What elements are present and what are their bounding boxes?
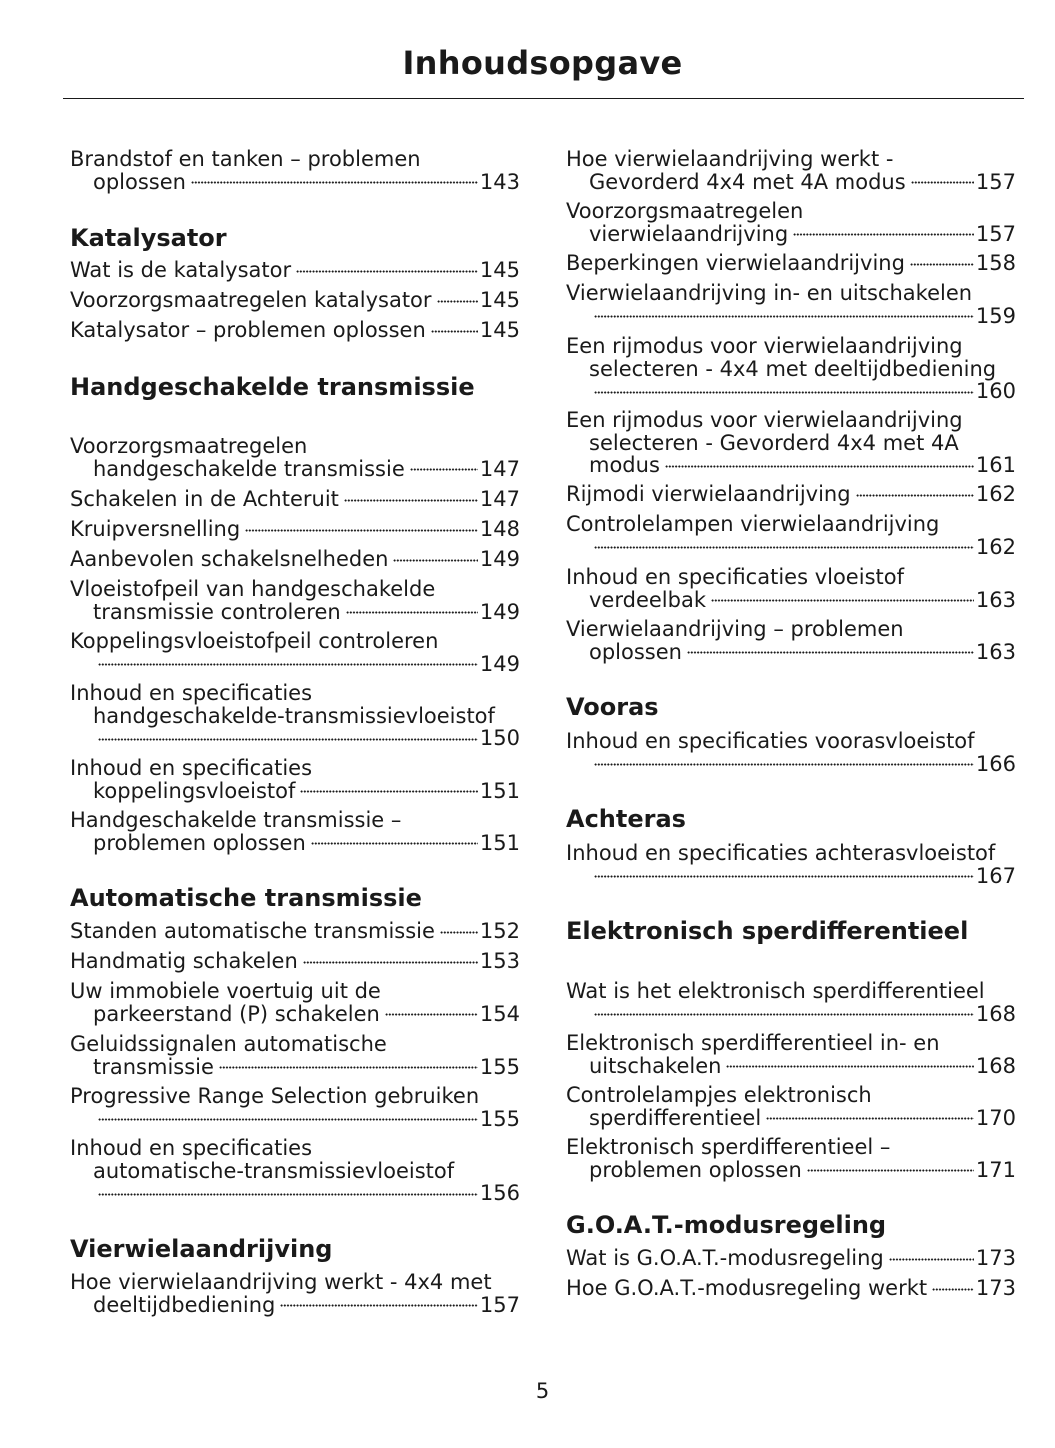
toc-page-number: 163	[975, 639, 1016, 664]
toc-entry[interactable]	[566, 1032, 1016, 1077]
dot-leader	[911, 178, 974, 189]
section-heading: Automatische transmissie	[70, 884, 422, 912]
toc-entry[interactable]	[566, 1247, 1016, 1270]
page-title: Inhoudsopgave	[402, 44, 683, 82]
toc-entry[interactable]	[70, 757, 520, 802]
dot-leader	[219, 1063, 478, 1074]
dot-leader	[98, 1189, 478, 1200]
toc-entry-text: Inhoud en specificaties vloeistof	[566, 565, 904, 589]
toc-entry[interactable]	[566, 618, 1016, 663]
toc-entry[interactable]	[70, 548, 520, 571]
toc-entry[interactable]	[70, 578, 520, 623]
toc-entry-text: Controlelampjes elektronisch	[566, 1083, 872, 1107]
toc-entry-text: Voorzorgsmaatregelen	[70, 434, 308, 458]
toc-entry-text: Wat is het elektronisch sperdifferentieel	[566, 979, 985, 1003]
title-divider	[63, 98, 1024, 99]
toc-entry-text: Aanbevolen schakelsnelheden	[70, 547, 389, 571]
toc-entry-text: Kruipversnelling	[70, 517, 241, 541]
toc-entry-text: transmissie controleren	[93, 599, 341, 624]
toc-page-number: 155	[479, 1054, 520, 1079]
toc-entry-text: Hoe G.O.A.T.-modusregeling werkt	[566, 1276, 928, 1300]
toc-page-number: 148	[479, 517, 520, 541]
dot-leader	[393, 555, 477, 566]
toc-entry[interactable]	[70, 1085, 520, 1130]
toc-entry[interactable]	[566, 483, 1016, 506]
dot-leader	[594, 872, 974, 883]
toc-entry[interactable]	[566, 200, 1016, 245]
toc-entry-text: Inhoud en specificaties	[70, 681, 313, 705]
toc-page-number: 170	[975, 1105, 1016, 1130]
toc-entry-text: Inhoud en specificaties voorasvloeistof	[566, 729, 975, 753]
toc-page-number: 157	[975, 169, 1016, 194]
section-heading: Achteras	[566, 805, 686, 833]
toc-entry-text: Een rijmodus voor vierwielaandrijving	[566, 408, 963, 432]
dot-leader	[594, 387, 974, 398]
toc-entry-text: Beperkingen vierwielaandrijving	[566, 251, 905, 275]
dot-leader	[98, 1115, 478, 1126]
dot-leader	[766, 1114, 974, 1125]
toc-entry[interactable]	[566, 730, 1016, 775]
toc-entry-text: Rijmodi vierwielaandrijving	[566, 482, 851, 506]
toc-page-number: 173	[975, 1246, 1016, 1270]
toc-entry-text: problemen oplossen	[93, 830, 306, 855]
dot-leader	[711, 596, 974, 607]
toc-page-number: 153	[479, 949, 520, 973]
toc-page-number: 168	[975, 1053, 1016, 1078]
toc-page-number: 145	[479, 318, 520, 342]
toc-entry-text: transmissie	[93, 1054, 214, 1079]
toc-entry-text: koppelingsvloeistof	[93, 778, 296, 803]
toc-entry-text: handgeschakelde-transmissievloeistof	[93, 703, 495, 728]
toc-entry-text: Progressive Range Selection gebruiken	[70, 1084, 480, 1108]
toc-entry[interactable]	[70, 319, 520, 342]
toc-entry-text: Koppelingsvloeistofpeil controleren	[70, 629, 439, 653]
toc-entry-text: Uw immobiele voertuig uit de	[70, 979, 381, 1003]
toc-entry[interactable]	[566, 980, 1016, 1025]
toc-entry-text: Wat is G.O.A.T.-modusregeling	[566, 1246, 884, 1270]
dot-leader	[440, 927, 478, 938]
section-heading: Vooras	[566, 693, 659, 721]
toc-entry[interactable]	[566, 335, 1016, 403]
toc-page-number: 149	[479, 651, 520, 676]
toc-entry[interactable]	[566, 1277, 1016, 1300]
toc-entry-text: Hoe vierwielaandrijving werkt - 4x4 met	[70, 1270, 492, 1294]
dot-leader	[594, 1010, 974, 1021]
toc-page-number: 171	[975, 1157, 1016, 1182]
toc-entry-text: Inhoud en specificaties achterasvloeistof	[566, 841, 996, 865]
toc-entry-text: Vloeistofpeil van handgeschakelde	[70, 577, 436, 601]
toc-entry-text: Voorzorgsmaatregelen katalysator	[70, 288, 432, 312]
dot-leader	[594, 543, 974, 554]
dot-leader	[665, 461, 974, 472]
dot-leader	[280, 1301, 478, 1312]
toc-entry[interactable]	[70, 809, 520, 854]
dot-leader	[344, 495, 478, 506]
toc-entry-text: automatische-transmissievloeistof	[93, 1158, 455, 1183]
toc-entry[interactable]	[70, 630, 520, 675]
toc-entry-text: parkeerstand (P) schakelen	[93, 1001, 380, 1026]
toc-entry-text: oplossen	[93, 169, 186, 194]
section-heading: Handgeschakelde transmissie	[70, 373, 475, 401]
section-heading: Vierwielaandrijving	[70, 1235, 333, 1263]
toc-page-number: 143	[479, 169, 520, 194]
dot-leader	[346, 608, 478, 619]
toc-page-number: 162	[975, 482, 1016, 506]
section-heading: G.O.A.T.-modusregeling	[566, 1211, 887, 1239]
dot-leader	[245, 525, 478, 536]
toc-entry-text: handgeschakelde transmissie	[93, 456, 405, 481]
toc-entry[interactable]	[70, 1033, 520, 1078]
dot-leader	[687, 648, 974, 659]
toc-page-number: 150	[479, 726, 520, 750]
toc-page-number: 149	[479, 599, 520, 624]
toc-entry[interactable]	[70, 259, 520, 282]
toc-page-number: 158	[975, 251, 1016, 275]
dot-leader	[303, 957, 478, 968]
dot-leader	[431, 326, 478, 337]
toc-page-number: 163	[975, 587, 1016, 612]
toc-entry[interactable]	[566, 252, 1016, 275]
toc-entry-text: vierwielaandrijving	[589, 221, 789, 246]
toc-entry-text: verdeelbak	[589, 587, 706, 612]
page-number: 5	[535, 1379, 550, 1403]
section-heading: Katalysator	[70, 224, 227, 252]
toc-entry-text: Elektronisch sperdifferentieel in- en	[566, 1031, 940, 1055]
toc-entry-text: Wat is de katalysator	[70, 258, 292, 282]
toc-page-number: 167	[975, 863, 1016, 888]
toc-entry[interactable]	[566, 842, 1016, 887]
toc-entry[interactable]	[566, 148, 1016, 193]
toc-entry-text: Vierwielaandrijving – problemen	[566, 617, 904, 641]
toc-entry-text: Inhoud en specificaties	[70, 1136, 313, 1160]
toc-entry-text: Vierwielaandrijving in- en uitschakelen	[566, 281, 973, 305]
dot-leader	[932, 1284, 974, 1295]
dot-leader	[793, 230, 974, 241]
toc-entry-text: Standen automatische transmissie	[70, 919, 435, 943]
toc-entry[interactable]	[566, 513, 1016, 558]
toc-entry-text: Handmatig schakelen	[70, 949, 298, 973]
toc-page-number: 145	[479, 288, 520, 312]
toc-page-number: 157	[975, 221, 1016, 246]
dot-leader	[98, 660, 478, 671]
toc-entry-text: Hoe vierwielaandrijving werkt -	[566, 147, 894, 171]
toc-entry[interactable]	[566, 282, 1016, 327]
dot-leader	[296, 266, 478, 277]
dot-leader	[300, 787, 478, 798]
toc-entry-text: Schakelen in de Achteruit	[70, 487, 339, 511]
section-heading: Elektronisch sperdifferentieel	[566, 917, 969, 945]
toc-entry-text: Een rijmodus voor vierwielaandrijving	[566, 334, 963, 358]
dot-leader	[410, 465, 478, 476]
toc-page-number: 168	[975, 1001, 1016, 1026]
toc-entry[interactable]	[70, 1137, 520, 1205]
toc-entry[interactable]	[70, 488, 520, 511]
toc-entry-text: selecteren - 4x4 met deeltijdbediening	[589, 356, 997, 381]
toc-entry[interactable]	[70, 920, 520, 943]
toc-entry[interactable]	[566, 1084, 1016, 1129]
toc-entry-text: Geluidssignalen automatische	[70, 1032, 387, 1056]
toc-entry[interactable]	[70, 950, 520, 973]
toc-page-number: 149	[479, 547, 520, 571]
dot-leader	[807, 1166, 974, 1177]
toc-page-number: 162	[975, 534, 1016, 559]
toc-entry[interactable]	[70, 682, 520, 750]
toc-entry-text: problemen oplossen	[589, 1157, 802, 1182]
toc-entry-text: Katalysator – problemen oplossen	[70, 318, 426, 342]
toc-entry-text: Controlelampen vierwielaandrijving	[566, 512, 940, 536]
toc-entry-text: selecteren - Gevorderd 4x4 met 4A	[589, 430, 959, 455]
dot-leader	[385, 1010, 478, 1021]
dot-leader	[910, 259, 974, 270]
toc-entry[interactable]	[70, 980, 520, 1025]
toc-page-number: 157	[479, 1292, 520, 1317]
dot-leader	[191, 178, 478, 189]
toc-page-number: 156	[479, 1181, 520, 1205]
toc-entry[interactable]	[566, 566, 1016, 611]
dot-leader	[856, 490, 974, 501]
toc-entry-text: sperdifferentieel	[589, 1105, 762, 1130]
toc-entry[interactable]	[70, 289, 520, 312]
toc-entry[interactable]	[70, 1271, 520, 1316]
dot-leader	[98, 734, 478, 745]
toc-entry-text: deeltijdbediening	[93, 1292, 276, 1317]
toc-page-number: 152	[479, 919, 520, 943]
dot-leader	[889, 1254, 974, 1265]
toc-page-number: 155	[479, 1106, 520, 1131]
toc-entry-text: Gevorderd 4x4 met 4A modus	[589, 169, 906, 194]
toc-entry-text: modus	[589, 453, 660, 477]
toc-entry[interactable]	[70, 518, 520, 541]
toc-page-number: 151	[479, 778, 520, 803]
toc-page-number: 154	[479, 1001, 520, 1026]
dot-leader	[437, 296, 478, 307]
toc-entry-text: Brandstof en tanken – problemen	[70, 147, 421, 171]
dot-leader	[594, 312, 974, 323]
toc-page-number: 173	[975, 1276, 1016, 1300]
toc-entry-text: uitschakelen	[589, 1053, 722, 1078]
toc-entry[interactable]	[566, 1136, 1016, 1181]
toc-entry-text: Voorzorgsmaatregelen	[566, 199, 804, 223]
toc-page-number: 160	[975, 379, 1016, 403]
toc-entry-text: Handgeschakelde transmissie –	[70, 808, 402, 832]
toc-page-number: 147	[479, 456, 520, 481]
dot-leader	[726, 1062, 973, 1073]
toc-entry-text: Elektronisch sperdifferentieel –	[566, 1135, 891, 1159]
toc-page-number: 151	[479, 830, 520, 855]
dot-leader	[311, 839, 478, 850]
toc-entry[interactable]	[566, 409, 1016, 477]
toc-entry-text: Inhoud en specificaties	[70, 756, 313, 780]
toc-entry-text: oplossen	[589, 639, 682, 664]
toc-page-number: 145	[479, 258, 520, 282]
toc-entry[interactable]	[70, 148, 520, 193]
toc-page-number: 161	[975, 453, 1016, 477]
toc-entry[interactable]	[70, 435, 520, 480]
toc-page-number: 159	[975, 303, 1016, 328]
toc-page-number: 166	[975, 751, 1016, 776]
toc-page-number: 147	[479, 487, 520, 511]
dot-leader	[594, 760, 974, 771]
